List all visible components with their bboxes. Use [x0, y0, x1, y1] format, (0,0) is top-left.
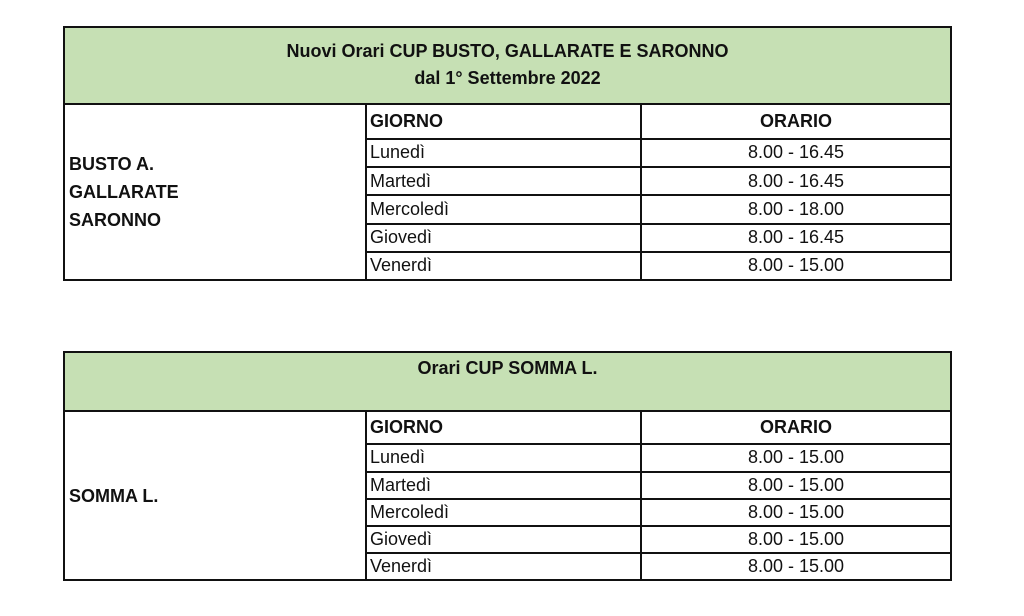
header-row: [367, 105, 950, 140]
day-cell: Mercoledì: [367, 196, 642, 222]
time-cell: 8.00 - 15.00: [747, 501, 845, 522]
header-row: [367, 412, 950, 445]
location-name: SOMMA L.: [69, 485, 159, 506]
location-cell: [65, 105, 367, 279]
table-row: [367, 196, 950, 224]
location-name: BUSTO A.: [69, 154, 155, 174]
day-cell: Lunedì: [367, 445, 642, 470]
column-header-time: ORARIO: [760, 417, 832, 438]
time-cell: 8.00 - 15.00: [747, 255, 845, 276]
table-row: [367, 445, 950, 472]
day-cell: Giovedì: [367, 225, 642, 251]
time-cell: 8.00 - 15.00: [747, 474, 845, 495]
day-cell: Venerdì: [367, 253, 642, 279]
table-title-band: [65, 353, 950, 412]
table-row: [367, 473, 950, 500]
column-header-day: GIORNO: [367, 412, 642, 443]
day-cell: Mercoledì: [367, 500, 642, 525]
table-subtitle: dal 1° Settembre 2022: [414, 68, 601, 88]
location-name: GALLARATE: [69, 182, 179, 202]
table-row: [367, 554, 950, 579]
table-row: [367, 140, 950, 168]
day-cell: Venerdì: [367, 554, 642, 579]
location-cell: [65, 412, 367, 579]
table-title-band: [65, 28, 950, 105]
column-header-time: ORARIO: [760, 110, 832, 131]
table-row: [367, 527, 950, 554]
location-name: SARONNO: [69, 210, 162, 230]
time-cell: 8.00 - 16.45: [747, 227, 845, 248]
schedule-table-busto-gallarate-saronno: [63, 26, 952, 281]
table-title: Orari CUP SOMMA L.: [417, 358, 598, 378]
time-cell: 8.00 - 15.00: [747, 528, 845, 549]
time-cell: 8.00 - 16.45: [747, 170, 845, 191]
table-row: [367, 253, 950, 279]
day-cell: Martedì: [367, 168, 642, 194]
table-row: [367, 168, 950, 196]
column-header-day: GIORNO: [367, 105, 642, 138]
schedule-rows: [367, 105, 950, 279]
schedule-rows: [367, 412, 950, 579]
day-cell: Martedì: [367, 473, 642, 498]
day-cell: Lunedì: [367, 140, 642, 166]
schedule-table-somma: [63, 351, 952, 581]
time-cell: 8.00 - 15.00: [747, 447, 845, 468]
time-cell: 8.00 - 16.45: [747, 142, 845, 163]
time-cell: 8.00 - 15.00: [747, 555, 845, 576]
day-cell: Giovedì: [367, 527, 642, 552]
table-title: Nuovi Orari CUP BUSTO, GALLARATE E SARONNO: [286, 41, 729, 61]
table-row: [367, 225, 950, 253]
time-cell: 8.00 - 18.00: [747, 198, 845, 219]
table-row: [367, 500, 950, 527]
